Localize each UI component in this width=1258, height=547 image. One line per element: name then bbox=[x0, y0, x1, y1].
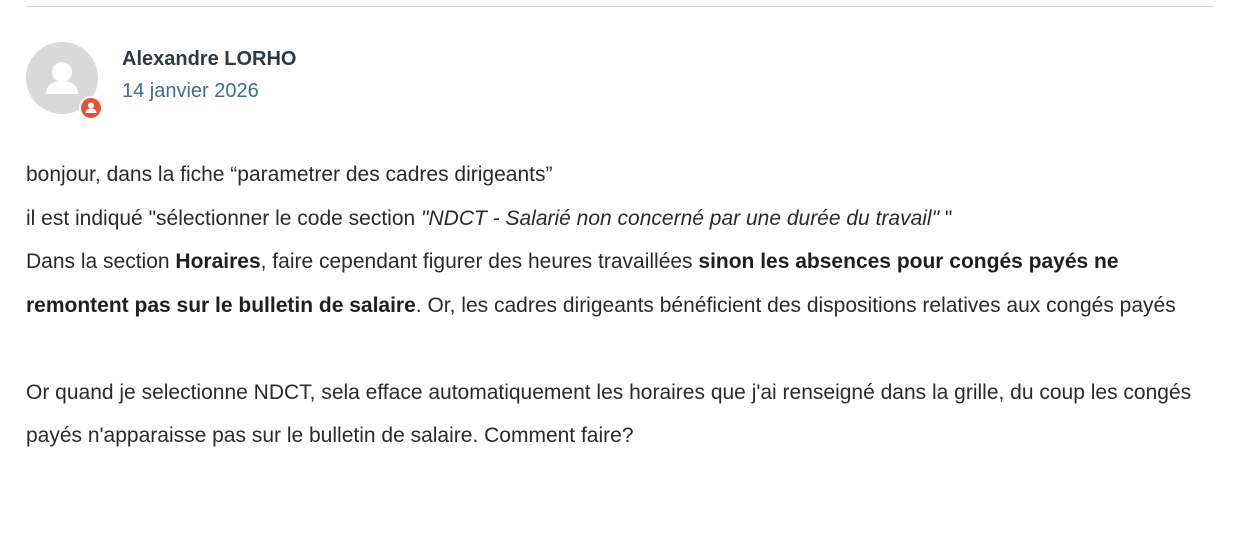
post-body bbox=[26, 153, 1226, 458]
post-paragraph-2 bbox=[26, 197, 1226, 241]
post-date[interactable]: 14 janvier 2026 bbox=[122, 80, 259, 102]
post-text: Dans la section bbox=[26, 250, 176, 273]
top-divider bbox=[26, 6, 1214, 7]
post-text: il est indiqué "sélectionner le code section bbox=[26, 206, 422, 230]
avatar[interactable] bbox=[26, 42, 98, 114]
author-name[interactable]: Alexandre LORHO bbox=[122, 48, 297, 70]
post-text: bonjour, dans la fiche “parametrer des cadres dirigeants” bbox=[26, 163, 553, 186]
post-paragraph-1 bbox=[26, 153, 1226, 197]
post-author-header bbox=[26, 42, 296, 118]
post-text: . Or, les cadres dirigeants bénéficient des dispositions relatives aux congés payés bbox=[415, 293, 1176, 317]
user-status-icon bbox=[81, 98, 101, 118]
paragraph-spacer bbox=[26, 327, 1226, 371]
post-text: Or quand je selectionne NDCT, sela efface automatiquement les horaires que j'ai renseigné dans la grille, du coup les congés payés n'apparaisse pas sur le bulletin de salaire. Comment faire? bbox=[26, 380, 1192, 447]
author-meta bbox=[122, 47, 296, 103]
post-paragraph-3 bbox=[26, 240, 1226, 327]
post-bold-text: sinon les absences pour congés payés ne remontent pas sur le bulletin de salaire bbox=[26, 250, 1119, 317]
post-text: , faire cependant figurer des heures travaillées bbox=[260, 250, 699, 273]
post-bold-text: Horaires bbox=[175, 250, 261, 273]
user-status-badge bbox=[79, 96, 103, 120]
post-italic-text: "NDCT - Salarié non concerné par une durée du travail" bbox=[421, 206, 940, 230]
post-text: " bbox=[939, 206, 953, 230]
post-paragraph-4 bbox=[26, 371, 1226, 458]
